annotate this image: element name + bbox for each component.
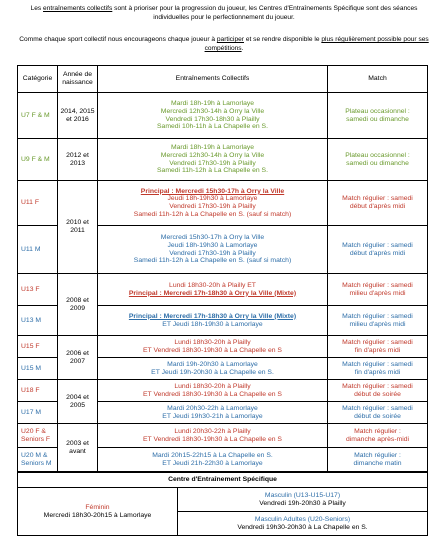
training-cell	[98, 336, 328, 358]
intro-text: Les	[30, 5, 44, 12]
intro-emphasis: plus régulièrement possible pour ses compétitions	[204, 36, 429, 52]
match-cell	[328, 181, 428, 226]
match-line: Match régulier : samedi	[342, 241, 413, 249]
table-row	[18, 336, 428, 358]
training-line: Vendredi 17h30-19h à Plailly	[169, 203, 256, 210]
training-line: Samedi 11h-12h à La Chapelle en S.	[157, 167, 268, 175]
training-line: Samedi 10h-11h à La Chapelle en S.	[157, 123, 268, 131]
training-line: Lundi 20h30-22h à Plailly	[174, 427, 251, 435]
header-training: Entraînements Collectifs	[98, 66, 328, 93]
training-line: Principal : Mercredi 15h30-17h à Orry la Ville	[140, 187, 285, 195]
training-cell	[98, 181, 328, 226]
masculine-label: Masculin (U13-U15-U17)	[264, 491, 341, 499]
table-row	[18, 424, 428, 448]
training-line: ET Jeudi 21h-22h30 à Lamorlaye	[162, 459, 263, 467]
match-cell	[328, 448, 428, 472]
training-line: Samedi 11h-12h à La Chapelle en S. (sauf si match)	[133, 210, 292, 218]
match-line: Plateau occasionnel :	[345, 151, 410, 159]
match-line: samedi ou dimanche	[346, 115, 409, 123]
training-line: Lundi 18h30-20h à Plailly	[174, 382, 251, 390]
match-line: début de soirée	[354, 390, 401, 398]
category-cell: U13 M	[18, 306, 58, 336]
training-line: ET Vendredi 18h30-19h30 à La Chapelle en S	[143, 390, 282, 398]
intro-text: Comme chaque sport collectif nous encourageons chaque joueur à	[19, 36, 217, 43]
training-line: Mardi 20h15-22h15 à La Chapelle en S.	[152, 451, 273, 459]
training-cell	[98, 139, 328, 181]
training-line: Lundi 18h30-20h à Plailly ET	[169, 281, 256, 289]
category-cell: U17 M	[18, 402, 58, 424]
training-line: Vendredi 17h30-18h30 à Plailly	[165, 115, 260, 123]
category-cell: U20 M & Seniors M	[18, 448, 58, 472]
training-line: ET Jeudi 19h-20h30 à La Chapelle en S.	[151, 368, 274, 376]
category-cell: U11 M	[18, 226, 58, 274]
birth-year-cell: 2004 et 2005	[58, 380, 98, 424]
training-line: Mardi 18h-19h à Lamorlaye	[170, 100, 255, 108]
feminine-label: Féminin	[85, 503, 110, 511]
birth-year-cell: 2003 et avant	[58, 424, 98, 472]
header-category: Catégorie	[18, 66, 58, 93]
training-cell	[98, 226, 328, 274]
birth-year-cell: 2006 et 2007	[58, 336, 98, 380]
training-line: Mercredi 12h30-14h à Orry la Ville	[160, 107, 265, 115]
match-line: dimanche après-midi	[345, 435, 410, 443]
training-line: Principal : Mercredi 17h-18h30 à Orry la Ville (Mixte)	[128, 289, 297, 297]
masculine-time: Vendredi 19h-20h30 à Plailly	[259, 499, 346, 507]
match-line: samedi ou dimanche	[346, 159, 409, 167]
match-line: Plateau occasionnel :	[345, 107, 410, 115]
match-line: Match régulier : samedi	[342, 338, 413, 346]
category-cell: U15 F	[18, 336, 58, 358]
training-line: ET Vendredi 18h30-19h30 à La Chapelle en S	[143, 435, 282, 443]
intro-text: .	[241, 45, 244, 52]
match-line: Match régulier : samedi	[342, 382, 413, 390]
specific-training-header-row	[18, 473, 428, 488]
feminine-time: Mercredi 18h30-20h15 à Lamorlaye	[43, 511, 152, 519]
training-line: Lundi 18h30-20h à Plailly	[174, 338, 251, 346]
match-cell	[328, 93, 428, 139]
training-line: Mardi 19h-20h30 à Lamorlaye	[167, 360, 258, 368]
training-cell	[98, 448, 328, 472]
training-cell	[98, 274, 328, 306]
table-row	[18, 274, 428, 306]
match-line: dimanche matin	[353, 459, 402, 467]
birth-year-cell: 2010 et 2011	[58, 181, 98, 274]
match-line: début de soirée	[354, 412, 401, 420]
intro-paragraph-1	[14, 4, 434, 22]
training-cell	[98, 402, 328, 424]
masculine-cell	[178, 488, 428, 512]
category-cell: U15 M	[18, 358, 58, 380]
training-line: ET Jeudi 18h-19h30 à Lamorlaye	[162, 320, 263, 328]
match-line: Match régulier : samedi	[342, 195, 413, 203]
table-row	[18, 93, 428, 139]
intro-paragraph-2	[14, 35, 434, 53]
training-cell	[98, 306, 328, 336]
masculine-adults-time: Vendredi 19h30-20h30 à La Chapelle en S.	[237, 523, 368, 531]
schedule-table	[17, 65, 428, 472]
match-line: Match régulier :	[354, 451, 401, 459]
table-row	[18, 488, 428, 512]
intro-emphasis: participer	[216, 36, 244, 43]
match-line: Match régulier : samedi	[342, 312, 413, 320]
category-cell: U11 F	[18, 181, 58, 226]
header-match: Match	[328, 66, 428, 93]
specific-training-title: Centre d'Entraînement Spécifique	[18, 473, 428, 488]
training-line: Jeudi 18h-19h30 à Lamorlaye	[167, 241, 258, 249]
training-cell	[98, 380, 328, 402]
training-line: Mardi 18h-19h à Lamorlaye	[170, 144, 255, 152]
intro-text: et se rendre disponible le	[243, 36, 322, 43]
match-line: Match régulier : samedi	[342, 360, 413, 368]
match-cell	[328, 424, 428, 448]
match-cell	[328, 139, 428, 181]
training-line: Mercredi 15h30-17h à Orry la Ville	[160, 234, 265, 242]
birth-year-cell: 2008 et 2009	[58, 274, 98, 336]
match-line: fin d'après midi	[354, 346, 401, 354]
masculine-adults-cell	[178, 512, 428, 536]
match-line: fin d'après midi	[354, 368, 401, 376]
match-line: Match régulier : samedi	[342, 281, 413, 289]
masculine-adults-label: Masculin Adultes (U20-Seniors)	[254, 515, 351, 523]
match-cell	[328, 380, 428, 402]
category-cell: U7 F & M	[18, 93, 58, 139]
match-line: Match régulier :	[354, 427, 401, 435]
training-line: Vendredi 17h30-19h à Plailly	[169, 159, 256, 167]
training-line: Samedi 11h-12h à La Chapelle en S. (sauf si match)	[133, 257, 292, 265]
intro-emphasis: entraînements collectifs	[43, 5, 113, 12]
training-cell	[98, 93, 328, 139]
category-cell: U18 F	[18, 380, 58, 402]
birth-year-cell: 2012 et 2013	[58, 139, 98, 181]
match-cell	[328, 358, 428, 380]
feminine-cell	[18, 488, 178, 536]
intro-text: sont à prioriser pour la progression du joueur, les Centres d'Entraînements Spécifique sont des séances individuelles pour le perfectionnement du joueur.	[112, 5, 418, 21]
training-line: Mercredi 12h30-14h à Orry la Ville	[160, 151, 265, 159]
header-birth-year: Année de naissance	[58, 66, 98, 93]
table-row	[18, 380, 428, 402]
training-line: Vendredi 17h30-19h à Plailly	[169, 249, 256, 257]
training-line: ET Vendredi 18h30-19h30 à La Chapelle en S	[143, 346, 282, 354]
table-header-row	[18, 66, 428, 93]
training-cell	[98, 358, 328, 380]
match-line: milieu d'après midi	[349, 289, 406, 297]
table-row	[18, 181, 428, 226]
specific-training-table	[17, 472, 428, 536]
table-row	[18, 139, 428, 181]
birth-year-cell: 2014, 2015 et 2016	[58, 93, 98, 139]
training-line: ET Jeudi 19h30-21h à Lamorlaye	[162, 412, 263, 420]
training-line: Jeudi 18h-19h30 à Lamorlaye	[167, 195, 258, 203]
training-cell	[98, 424, 328, 448]
training-line: Principal : Mercredi 17h-18h30 à Orry la Ville (Mixte)	[128, 312, 297, 320]
match-cell	[328, 306, 428, 336]
match-line: début d'après midi	[349, 203, 406, 210]
match-cell	[328, 402, 428, 424]
training-line: Mardi 20h30-22h à Lamorlaye	[167, 404, 258, 412]
match-cell	[328, 336, 428, 358]
match-line: Match régulier : samedi	[342, 404, 413, 412]
category-cell: U20 F & Seniors F	[18, 424, 58, 448]
match-cell	[328, 226, 428, 274]
match-line: début d'après midi	[349, 249, 406, 257]
category-cell: U13 F	[18, 274, 58, 306]
match-cell	[328, 274, 428, 306]
match-line: milieu d'après midi	[349, 320, 406, 328]
category-cell: U9 F & M	[18, 139, 58, 181]
